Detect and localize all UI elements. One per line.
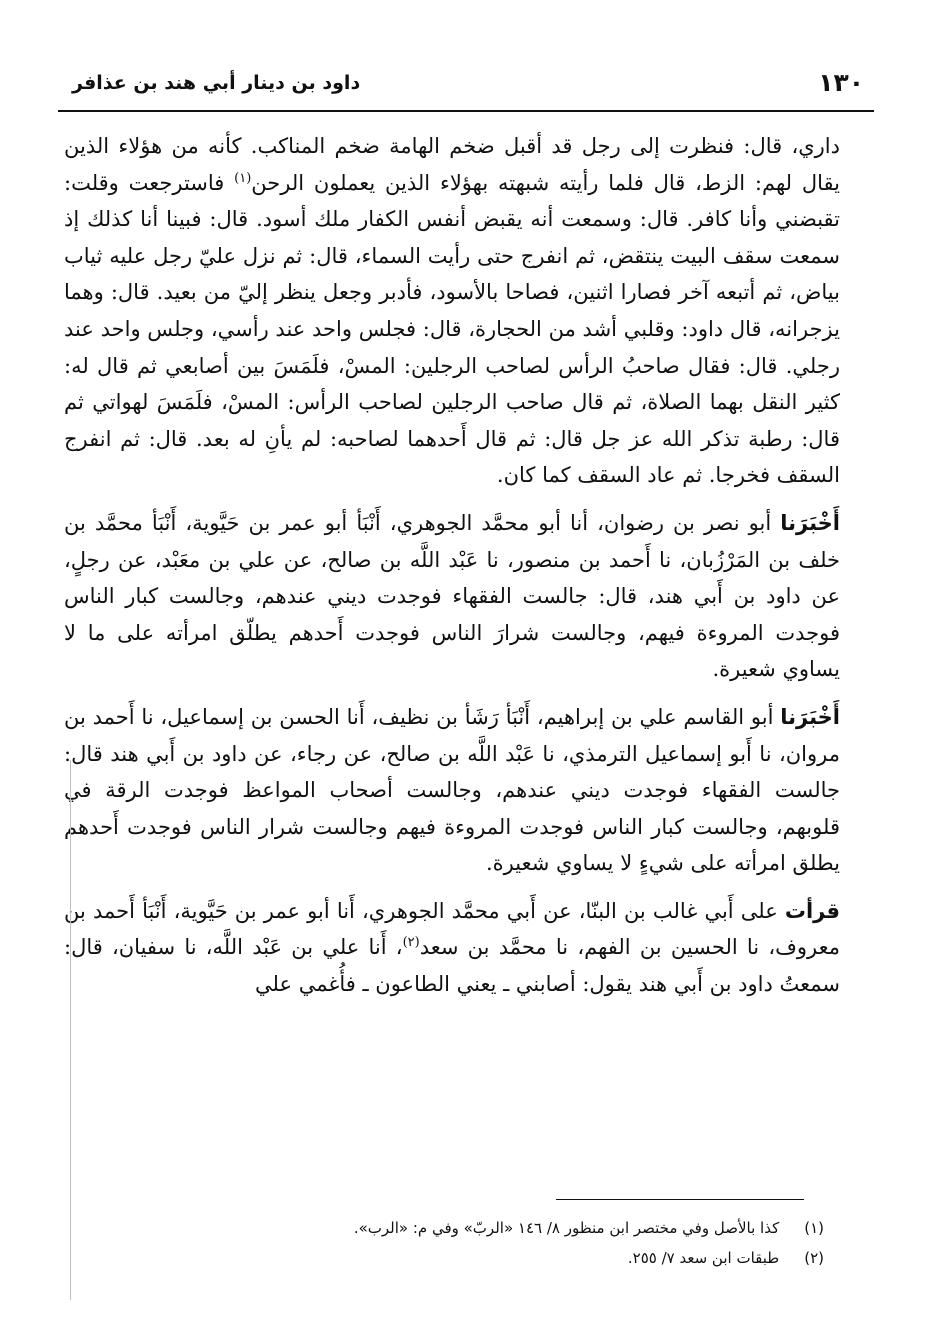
footnote-2-text: طبقات ابن سعد ٧/ ٢٥٥.: [627, 1249, 780, 1267]
page-number: ١٣٠: [818, 68, 864, 97]
footnote-2: [200, 1243, 824, 1273]
paragraph-4-lead: قرأت: [784, 898, 840, 923]
running-title: داود بن دينار أبي هند بن عذافر: [72, 72, 361, 94]
footnote-1-number: (١): [804, 1219, 824, 1237]
footnotes: [200, 1213, 824, 1273]
paragraph-2-lead: أَخْبَرَنا: [780, 510, 840, 535]
footnote-rule: [556, 1199, 804, 1200]
paragraph-4-text-b: ، أَنا علي بن عَبْد اللَّه، نا سفيان، قال: سمعتُ داود بن أَبي هند يقول: أصابني ـ يعني الطاعون ـ فأُغمي علي: [64, 935, 840, 997]
paragraph-4: [64, 893, 840, 1003]
header-rule: [58, 110, 874, 112]
paragraph-4-text-a: على أَبي غالب بن البنّا، عن أَبي محمَّد الجوهري، أَنا أبو عمر بن حَيَّوية، أَنْبَأ أَحمد بن معروف، نا الحسين بن الفهم، نا محمَّد بن سعد: [64, 898, 840, 960]
footnote-2-number: (٢): [804, 1249, 824, 1267]
paragraph-2: [64, 505, 840, 688]
paragraph-3: [64, 699, 840, 882]
paragraph-3-lead: أَخْبَرَنا: [780, 704, 840, 729]
scan-margin-line: [70, 760, 71, 1300]
footnote-marker-1: (١): [234, 170, 252, 186]
paragraph-1-text-b: فاسترجعت وقلت: تقبضني وأنا كافر. قال: وسمعت أنه يقبض أنفس الكفار ملك أسود. قال: فبينا أنا كذلك إذ سمعت سقف البيت ينتقض، ثم انفرج حتى رأيت السماء، قال: ثم نزل عليّ رجل عليه ثياب بياض، ثم أتبعه آخر فصارا اثنين، فصاحا بالأسود، فأدبر وجعل ينظر إليّ من بعيد. قال: وهما يزجرانه، قال داود: وقلبي أشد من الحجارة، قال: فجلس واحد عند رأسي، وجلس واحد عند رجلي. قال: فقال صاحبُ الرأس لصاحب الرجلين: المسْ، فلَمَسَ بين أصابعي ثم قال له: كثير النقل بهما الصلاة، ثم قال صاحب الرجلين لصاحب الرأس: المسْ، فلَمَسَ لهواتي ثم قال: رطبة تذكر الله عز جل قال: ثم قال أَحدهما لصاحبه: لم يأنِ له بعد. قال: ثم انفرج السقف فخرجا. ثم عاد السقف كما كان.: [64, 170, 840, 488]
body-text: [64, 128, 840, 1003]
footnote-1: [200, 1213, 824, 1243]
paragraph-3-text: أبو القاسم علي بن إبراهيم، أَنْبَأ رَشَأ بن نظيف، أَنا الحسن بن إسماعيل، نا أَحمد بن مروان، نا أَبو إسماعيل الترمذي، نا عَبْد اللَّه بن صالح، عن رجاء، عن داود بن أَبي هند قال: جالست الفقهاء فوجدت ديني عندهم، وجالست أصحاب المواعظ فوجدت الرقة في قلوبهم، وجالست كبار الناس فوجدت المروءة فيهم وجالست شرار الناس فوجدت أَحدهم يطلق امرأته على شيءٍ لا يساوي شعيرة.: [64, 704, 840, 876]
footnote-1-text: كذا بالأصل وفي مختصر ابن منظور ٨/ ١٤٦ «الربّ» وفي م: «الرب».: [353, 1219, 780, 1237]
page-header: [58, 64, 874, 108]
paragraph-1-text-a: داري، قال: فنظرت إلى رجل قد أقبل ضخم الهامة ضخم المناكب. كأنه من هؤلاء الذين يقال لهم: الزط، قال فلما رأيته شبهته بهؤلاء الذين يعملون الرحن: [64, 134, 840, 195]
paragraph-2-text: أبو نصر بن رضوان، أنا أبو محمَّد الجوهري، أَنْبَأ أبو عمر بن حَيَّوية، أَنْبَأ محمَّد بن خلف بن المَرْزُبان، نا أَحمد بن منصور، نا عَبْد اللَّه بن صالح، عن علي بن معَبْد، عن رجلٍ، عن داود بن أَبي هند، قال: جالست الفقهاء فوجدت ديني عندهم، وجالست كبار الناس فوجدت المروءة فيهم، وجالست شرارَ الناس فوجدت أَحدهم يطلّق امرأته على ما لا يساوي شعيرة.: [64, 510, 840, 682]
paragraph-1: [64, 128, 840, 494]
footnote-marker-2: (٢): [402, 935, 420, 951]
